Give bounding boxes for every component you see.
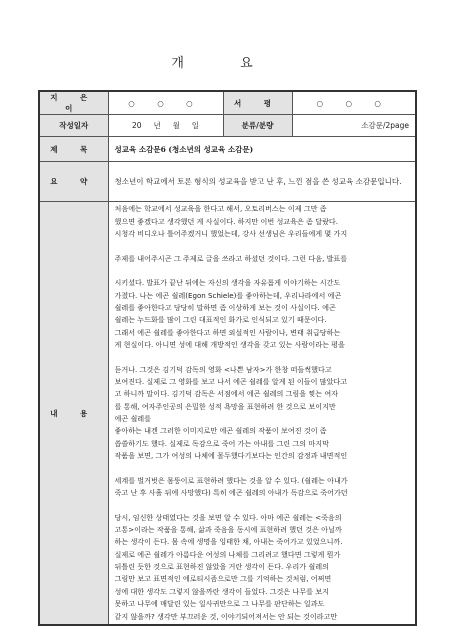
content-line: 하는 생각이 든다. 몸 속에 생명을 잉태한 채, 아내는 죽어가고 있었으니까. [114,537,343,547]
date-month-unit: 월 [172,121,180,130]
content-line: 좋아하는 내겐 그러한 이미지로만 에곤 쉴레의 작품이 보여진 것이 좀 [114,426,327,436]
row-content [39,202,416,626]
row-author [39,91,416,115]
summary-label: 요 약 [39,162,108,202]
content-line: 보여진다. 실제로 그 영화를 보고 나서 에곤 쉴레를 알게 된 이들이 많았다고 [114,376,348,386]
date-year-unit: 년 [153,121,161,130]
content-line: 쉴레는 누드화를 많이 그린 대표적인 화가로 인식되고 있기 때문이다. [114,315,327,325]
date-label: 작성일자 [39,115,108,137]
content-line: 시키셨다. 발표가 끝난 뒤에는 자신의 생각을 자유롭게 이야기하는 시간도 [114,278,341,288]
author-value: ○ ○ ○ [108,91,223,115]
content-line: 시청각 비디오나 틀어주겠거니 했었는데, 강사 선생님은 우리들에게 몇 가지 [114,228,348,238]
author-label: 지 은 이 [39,91,108,115]
category-label: 분류/분량 [223,115,292,137]
content-line: 실제로 에곤 쉴레가 아름다운 여성의 나체를 그리려고 했다면 그렇게 뭔가 [114,549,341,559]
row-summary [39,162,416,202]
reviewer-label: 서 평 [223,91,292,115]
row-date [39,115,416,137]
content-line [115,240,410,252]
content-label: 내 용 [39,202,108,626]
content-line: 그래서 에곤 쉴레를 좋아한다고 하면 외설적인 사람이나, 변태 취급당하는 [114,327,341,337]
content-line: 성에 대한 생각도 그렇지 않을까란 생각이 들었다. 그것은 나무를 보지 [114,586,329,596]
summary-value: 청소년이 학교에서 토론 형식의 성교육을 받고 난 후, 느낀 점을 쓴 성교육 소감문입니다. [108,162,416,202]
document-title: 개 요 [171,56,279,71]
content-line: 죽고 난 후 사흘 뒤에 사망했다) 특히 에곤 쉴레의 아내가 독감으로 죽어가던 [114,488,348,498]
reviewer-value: ○ ○ ○ [292,91,416,115]
content-line: 했으면 좋겠다고 생각했던 게 사실이다. 하지만 이번 성교육은 좀 달랐다. [114,216,339,226]
content-line: 고통>이라는 작품을 통해, 삶과 죽음을 동시에 표현하려 했던 것은 아닐까 [114,525,342,535]
content-line: 처음에는 학교에서 성교육을 한다고 해서, 오토리버스는 이제 그만 좀 [114,204,327,214]
content-line: 뒤틀린 듯한 것으로 표현하진 않았을 거란 생각이 든다. 우리가 쉴레의 [114,562,329,572]
content-line: 가졌다. 나는 에곤 쉴레(Egon Schiele)를 좋아하는데, 우리나라에서 에곤 [114,290,342,300]
content-line: 게 현실이다. 아니면 성에 대해 개방적인 생각을 갖고 있는 사람이라는 평을 [114,339,345,349]
content-line [115,265,410,277]
category-value: 소감문/2page [292,115,416,137]
content-line: 듣거나. 그것은 김기덕 감독의 영화 <나쁜 남자>가 한창 떠들썩했다고 [114,364,332,374]
content-line: 작품을 보면, 그가 여성의 나체에 몰두했다기보다는 인간의 감정과 내면적인 [114,451,348,461]
row-subject [39,137,416,162]
date-day-unit: 일 [191,121,200,130]
content-line: 못하고 나무에 매달린 있는 일사귀만으로 그 나무를 판단하는 일과도 [114,599,325,609]
content-line: 세계를 벌거벗은 몸뚱이로 표현하려 했다는 것을 알 수 있다. (쉴레는 아내가 [114,475,348,485]
date-value [108,115,223,137]
summary-form-table [38,90,417,626]
content-line: 같지 않을까? 생각만 부끄러운 것, 이야기되어져서는 안 되는 것이라고만 [114,611,338,621]
subject-value: 성교육 소감문6 (청소년의 성교육 소감문) [108,137,416,162]
content-line: 에곤 쉴레를 [114,414,152,423]
content-line [115,351,410,363]
content-text [115,203,410,623]
content-line [115,499,410,511]
content-line: 주제를 내어주시곤 그 주제로 글을 쓰라고 하셨던 것이다. 그런 다음, 발표를 [114,253,348,263]
content-line: 쉴레를 좋아한다고 당당히 말하면 좀 이상하게 보는 것이 사실이다. 에곤 [114,302,336,312]
subject-label: 제 목 [39,137,108,162]
content-line: 씁쓸하기도 했다. 실제로 독감으로 죽어 가는 아내를 그린 그의 마지막 [114,438,329,448]
date-year: 20 [131,121,142,130]
content-line [115,462,410,474]
content-line: 고 하니까 말이다. 김기덕 감독은 서점에서 에곤 쉴레의 그림을 찢는 여자 [114,389,339,399]
content-line: 를 통해, 여자주인공의 은밀한 성적 욕망을 표현하려 한 것으로 보이지만 [114,401,336,411]
content-line: 그림만 보고 표면적인 에로티시즘으로만 그를 기억하는 것처럼, 어쩌면 [114,574,332,584]
content-cell [108,202,416,626]
content-line: 당시, 임신한 상태였다는 것을 보면 알 수 있다. 아마 에곤 쉴레는 <죽음의 [114,512,342,522]
